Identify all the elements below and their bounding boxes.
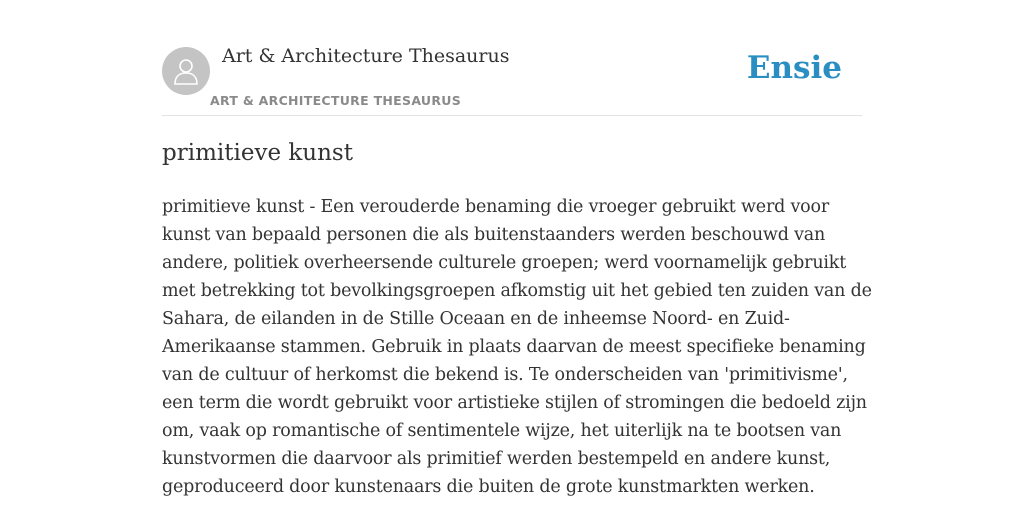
user-icon xyxy=(173,57,199,85)
header xyxy=(162,0,862,116)
body-line: om, vaak op romantische of sentimentele wijze, het uiterlijk na te bootsen van xyxy=(162,421,842,441)
article-body xyxy=(162,193,872,501)
avatar[interactable] xyxy=(162,47,210,95)
body-line: met betrekking tot bevolkingsgroepen afkomstig uit het gebied ten zuiden van de xyxy=(162,281,872,301)
body-line: Sahara, de eilanden in de Stille Oceaan en de inheemse Noord- en Zuid- xyxy=(162,309,790,329)
body-line: Amerikaanse stammen. Gebruik in plaats daarvan de meest specifieke benaming xyxy=(162,337,866,357)
source-label[interactable]: ART & ARCHITECTURE THESAURUS xyxy=(210,93,462,108)
body-line: van de cultuur of herkomst die bekend is. Te onderscheiden van 'primitivisme', xyxy=(162,365,848,385)
body-line: andere, politiek overheersende culturele groepen; werd voornamelijk gebruikt xyxy=(162,253,847,273)
body-line: een term die wordt gebruikt voor artistieke stijlen of stromingen die bedoeld zijn xyxy=(162,393,867,413)
body-line: primitieve kunst - Een verouderde benaming die vroeger gebruikt werd voor xyxy=(162,197,829,217)
body-line: geproduceerd door kunstenaars die buiten de grote kunstmarkten werken. xyxy=(162,477,815,497)
body-line: kunst van bepaald personen die als buitenstaanders werden beschouwd van xyxy=(162,225,826,245)
brand-logo[interactable]: Ensie xyxy=(746,50,842,86)
author-name[interactable]: Art & Architecture Thesaurus xyxy=(222,45,510,67)
body-line: kunstvormen die daarvoor als primitief werden bestempeld en andere kunst, xyxy=(162,449,831,469)
page-title: primitieve kunst xyxy=(162,140,353,166)
page-container xyxy=(162,0,872,497)
